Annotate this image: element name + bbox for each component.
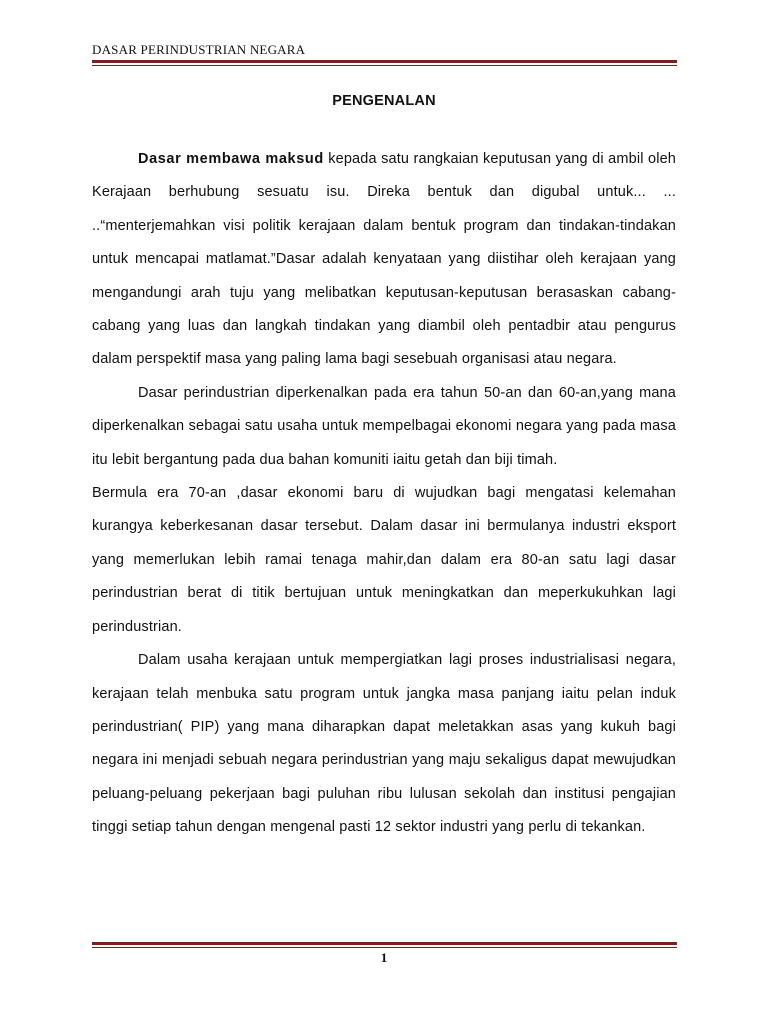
paragraph-1-text: kepada satu rangkaian keputusan yang di ambil oleh Kerajaan berhubung sesuatu isu. Direka bentuk dan digubal untuk... ... ..“menterjemahkan visi politik kerajaan dalam bentuk program dan tindakan-tindakan untuk mencapai matlamat.”Dasar adalah kenyataan yang diistihar oleh kerajaan yang mengandungi arah tuju yang melibatkan keputusan-keputusan berasaskan cabang-cabang yang luas dan langkah tindakan yang diambil oleh pentadbir atau pengurus dalam perspektif masa yang paling lama bagi sesebuah organisasi atau negara.	[92, 151, 677, 368]
footer-rule-thick	[92, 942, 677, 945]
header-rule-thin	[92, 65, 677, 66]
document-body	[92, 143, 676, 845]
header-rule	[92, 60, 677, 66]
paragraph-1	[92, 143, 676, 377]
header-title: DASAR PERINDUSTRIAN NEGARA	[92, 42, 306, 57]
paragraph-3: Bermula era 70-an ,dasar ekonomi baru di wujudkan bagi mengatasi kelemahan kurangya keberkesanan dasar tersebut. Dalam dasar ini bermulanya industri eksport yang memerlukan lebih ramai tenaga mahir,dan dalam era 80-an satu lagi dasar perindustrian berat di titik bertujuan untuk meningkatkan dan meperkukuhkan lagi perindustrian.	[92, 485, 676, 635]
footer-rule-thin	[92, 947, 677, 948]
header-rule-thick	[92, 60, 677, 63]
paragraph-1-lead: Dasar membawa maksud	[138, 151, 324, 167]
paragraph-2: Dasar perindustrian diperkenalkan pada era tahun 50-an dan 60-an,yang mana diperkenalkan sebagai satu usaha untuk mempelbagai ekonomi negara yang pada masa itu lebit bergantung pada dua bahan komuniti iaitu getah dan biji timah.	[92, 384, 676, 468]
footer-rule	[92, 942, 677, 948]
paragraph-4: Dalam usaha kerajaan untuk mempergiatkan lagi proses industrialisasi negara, kerajaan telah menbuka satu program untuk jangka masa panjang iaitu pelan induk perindustrian( PIP) yang mana diharapkan dapat meletakkan asas yang kukuh bagi negara ini menjadi sebuah negara perindustrian yang maju sekaligus dapat mewujudkan peluang-peluang pekerjaan bagi puluhan ribu lulusan sekolah dan institusi pengajian tinggi setiap tahun dengan mengenal pasti 12 sektor industri yang perlu di tekankan.	[92, 652, 676, 836]
page-number: 1	[380, 950, 388, 965]
section-heading: PENGENALAN	[332, 93, 436, 109]
